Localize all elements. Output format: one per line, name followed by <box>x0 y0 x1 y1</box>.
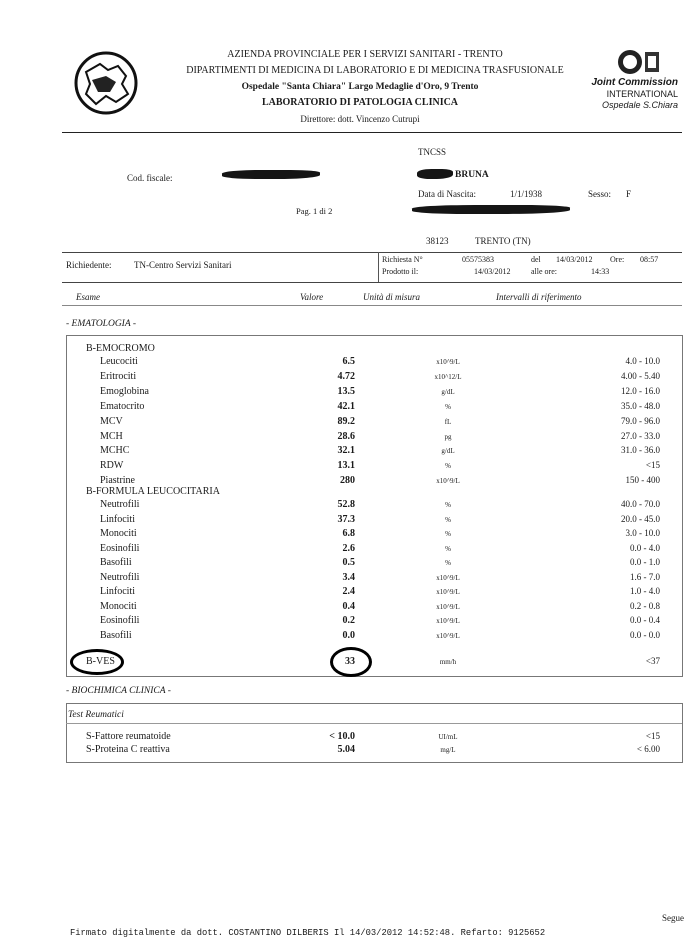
test-ref: 4.0 - 10.0 <box>625 356 660 366</box>
test-name: MCV <box>100 415 123 427</box>
del-date: 14/03/2012 <box>556 255 593 264</box>
alle-ore-label: alle ore: <box>531 267 557 276</box>
table-row <box>100 371 660 385</box>
table-row <box>100 460 660 474</box>
test-unit: fL <box>444 417 452 426</box>
col-esame: Esame <box>76 292 100 302</box>
header-divider <box>62 132 682 133</box>
test-name: Leucociti <box>100 356 138 367</box>
test-name: Eosinofili <box>100 615 140 626</box>
dob-label: Data di Nascita: <box>418 189 476 199</box>
ves-unit: mm/h <box>439 658 457 666</box>
segue-label: Segue <box>662 913 684 923</box>
test-unit: x10^9/L <box>436 631 460 640</box>
test-ref: 0.2 - 0.8 <box>630 600 660 611</box>
table-row <box>86 731 660 745</box>
table-row <box>86 744 660 758</box>
col-valore: Valore <box>300 292 324 302</box>
table-row <box>100 445 660 459</box>
test-value: 42.1 <box>337 400 355 412</box>
header-line-5: Direttore: dott. Vincenzo Cutrupi <box>300 114 420 124</box>
table-row <box>100 528 660 542</box>
test-value: 28.6 <box>337 430 355 442</box>
table-row <box>100 557 660 571</box>
header-line-1: AZIENDA PROVINCIALE PER I SERVIZI SANITARI - TRENTO <box>227 49 503 60</box>
test-ref: 0.0 - 4.0 <box>630 542 660 553</box>
test-unit: % <box>445 402 451 411</box>
test-name: Ematocrito <box>100 400 145 412</box>
test-value: 13.5 <box>337 385 355 397</box>
test-ref: 31.0 - 36.0 <box>621 445 660 456</box>
alle-ore-value: 14:33 <box>591 267 610 276</box>
prodotto-label: Prodotto il: <box>382 267 419 276</box>
test-name: Emoglobina <box>100 385 149 397</box>
test-unit: % <box>445 530 451 538</box>
ves-value-circle-mark <box>330 647 372 677</box>
test-value: 6.5 <box>342 356 355 367</box>
test-ref: 27.0 - 33.0 <box>621 430 660 441</box>
header-line-4: LABORATORIO DI PATOLOGIA CLINICA <box>261 97 459 108</box>
header-line-3: Ospedale "Santa Chiara" Largo Medaglie d'Oro, 9 Trento <box>241 82 479 92</box>
test-unit: x10^9/L <box>436 588 460 596</box>
emocromo-title: B-EMOCROMO <box>86 343 155 354</box>
test-unit: x10^9/L <box>436 602 460 611</box>
formula-title: B-FORMULA LEUCOCITARIA <box>86 486 220 497</box>
test-ref: < 6.00 <box>636 744 660 754</box>
table-row <box>100 572 660 586</box>
test-value: 13.1 <box>337 460 355 472</box>
richiedente-label: Richiedente: <box>66 260 112 270</box>
sex-label: Sesso: <box>588 189 612 199</box>
ves-name-circle-mark <box>70 649 124 675</box>
test-name: RDW <box>100 460 124 472</box>
jc-subtitle: INTERNATIONAL <box>606 89 678 99</box>
test-value: 0.5 <box>342 557 355 568</box>
test-name: Neutrofili <box>100 571 140 583</box>
test-name: Neutrofili <box>100 499 140 510</box>
table-row <box>100 499 660 513</box>
test-ref: 0.0 - 0.4 <box>630 615 660 625</box>
ves-value: 33 <box>345 656 355 667</box>
test-unit: % <box>445 501 451 509</box>
test-name: Piastrine <box>100 475 135 487</box>
table-row <box>100 586 660 600</box>
request-separator <box>378 252 379 282</box>
table-row <box>100 401 660 415</box>
ves-row <box>86 656 660 670</box>
test-ref: 1.0 - 4.0 <box>630 586 660 596</box>
redacted-address <box>412 205 570 214</box>
ore-label: Ore: <box>610 255 625 264</box>
redacted-surname <box>417 169 453 179</box>
patient-name: BRUNA <box>455 170 489 180</box>
test-ref: 40.0 - 70.0 <box>621 499 660 509</box>
test-ref: 0.0 - 0.0 <box>630 629 660 640</box>
city: TRENTO (TN) <box>475 236 531 246</box>
section-biochimica: - BIOCHIMICA CLINICA - <box>66 686 171 696</box>
prodotto-date: 14/03/2012 <box>474 267 511 276</box>
table-row <box>100 416 660 430</box>
table-row <box>100 431 660 445</box>
table-row <box>100 630 660 644</box>
jc-title: Joint Commission <box>591 77 678 88</box>
test-value: 0.2 <box>342 615 355 626</box>
test-ref: 1.6 - 7.0 <box>630 571 660 582</box>
richiedente-value: TN-Centro Servizi Sanitari <box>134 260 232 270</box>
column-header-rule <box>62 305 682 306</box>
jc-hospital: Ospedale S.Chiara <box>601 100 678 110</box>
test-reumatici-rule <box>66 723 682 724</box>
table-row <box>100 601 660 615</box>
test-value: 52.8 <box>337 499 355 510</box>
test-ref: 4.00 - 5.40 <box>621 370 660 381</box>
test-value: 89.2 <box>337 415 355 427</box>
test-value: 0.0 <box>342 629 355 641</box>
test-ref: 0.0 - 1.0 <box>630 557 660 567</box>
digital-signature: Firmato digitalmente da dott. COSTANTINO DILBERIS Il 14/03/2012 14:52:48. Refarto: 9125652 <box>70 928 546 938</box>
test-value: 2.4 <box>342 586 355 597</box>
test-unit: % <box>445 462 451 471</box>
test-name: Eosinofili <box>100 542 140 554</box>
test-name: Eritrociti <box>100 370 137 382</box>
test-unit: % <box>445 559 451 567</box>
request-divider-top <box>62 252 682 253</box>
table-row <box>100 543 660 557</box>
test-name: Basofili <box>100 557 132 568</box>
test-unit: x10^9/L <box>436 358 460 366</box>
test-name: Monociti <box>100 600 137 612</box>
apss-logo-icon <box>72 50 140 116</box>
test-ref: 79.0 - 96.0 <box>621 415 660 426</box>
test-name: Basofili <box>100 629 132 641</box>
table-row <box>100 514 660 528</box>
test-ref: 12.0 - 16.0 <box>621 385 660 396</box>
del-label: del <box>531 255 541 264</box>
test-name: Monociti <box>100 528 137 539</box>
page-number: Pag. 1 di 2 <box>296 206 333 216</box>
test-unit: % <box>445 515 451 524</box>
test-name: MCH <box>100 430 123 442</box>
test-unit: g/dL <box>441 447 455 456</box>
test-value: 37.3 <box>337 513 355 525</box>
richiesta-number: 05575383 <box>462 255 494 264</box>
richiesta-label: Richiesta N° <box>382 255 423 264</box>
test-reumatici-title: Test Reumatici <box>68 710 124 720</box>
test-ref: <15 <box>645 460 660 471</box>
test-value: 3.4 <box>342 571 355 583</box>
test-unit: x10^12/L <box>434 372 462 381</box>
postal-code: 38123 <box>426 236 449 246</box>
test-unit: x10^9/L <box>436 477 460 486</box>
col-unita: Unità di misura <box>363 292 421 302</box>
dob-value: 1/1/1938 <box>510 189 543 199</box>
ore-value: 08:57 <box>640 255 659 264</box>
test-name: Linfociti <box>100 513 135 525</box>
test-unit: g/dL <box>441 387 455 396</box>
test-value: 6.8 <box>342 528 355 539</box>
test-unit: x10^9/L <box>436 573 460 582</box>
test-ref: 20.0 - 45.0 <box>621 513 660 524</box>
joint-commission-logo-icon <box>615 48 663 76</box>
ves-name: B-VES <box>86 656 115 667</box>
test-unit: x10^9/L <box>436 617 460 625</box>
table-row <box>100 386 660 400</box>
test-name: Linfociti <box>100 586 135 597</box>
test-value: < 10.0 <box>329 731 355 742</box>
table-row <box>100 356 660 370</box>
test-name: S-Proteina C reattiva <box>86 744 170 755</box>
test-name: MCHC <box>100 445 130 457</box>
section-ematologia: - EMATOLOGIA - <box>66 319 137 329</box>
test-value: 2.6 <box>342 542 355 554</box>
test-value: 0.4 <box>342 600 355 612</box>
table-row <box>100 615 660 629</box>
ves-ref: <37 <box>645 656 660 666</box>
test-value: 5.04 <box>337 744 355 755</box>
header-line-2: DIPARTIMENTI DI MEDICINA DI LABORATORIO E DI MEDICINA TRASFUSIONALE <box>186 65 564 76</box>
test-name: S-Fattore reumatoide <box>86 731 171 742</box>
sex-value: F <box>626 189 632 199</box>
tncss-code: TNCSS <box>418 147 447 157</box>
test-value: 280 <box>340 475 355 487</box>
test-unit: pg <box>444 432 452 441</box>
test-value: 4.72 <box>337 370 355 382</box>
test-ref: 35.0 - 48.0 <box>621 400 660 411</box>
test-unit: UI/mL <box>438 733 458 741</box>
test-ref: 150 - 400 <box>625 475 660 486</box>
test-ref: 3.0 - 10.0 <box>625 528 660 538</box>
test-unit: mg/L <box>440 746 456 754</box>
test-unit: % <box>445 544 451 553</box>
test-value: 32.1 <box>337 445 355 457</box>
request-divider-bottom <box>62 282 682 283</box>
test-ref: <15 <box>645 731 660 741</box>
col-intervalli: Intervalli di riferimento <box>496 292 582 302</box>
redacted-fiscal-code <box>222 170 320 179</box>
cod-fiscale-label: Cod. fiscale: <box>127 173 173 183</box>
